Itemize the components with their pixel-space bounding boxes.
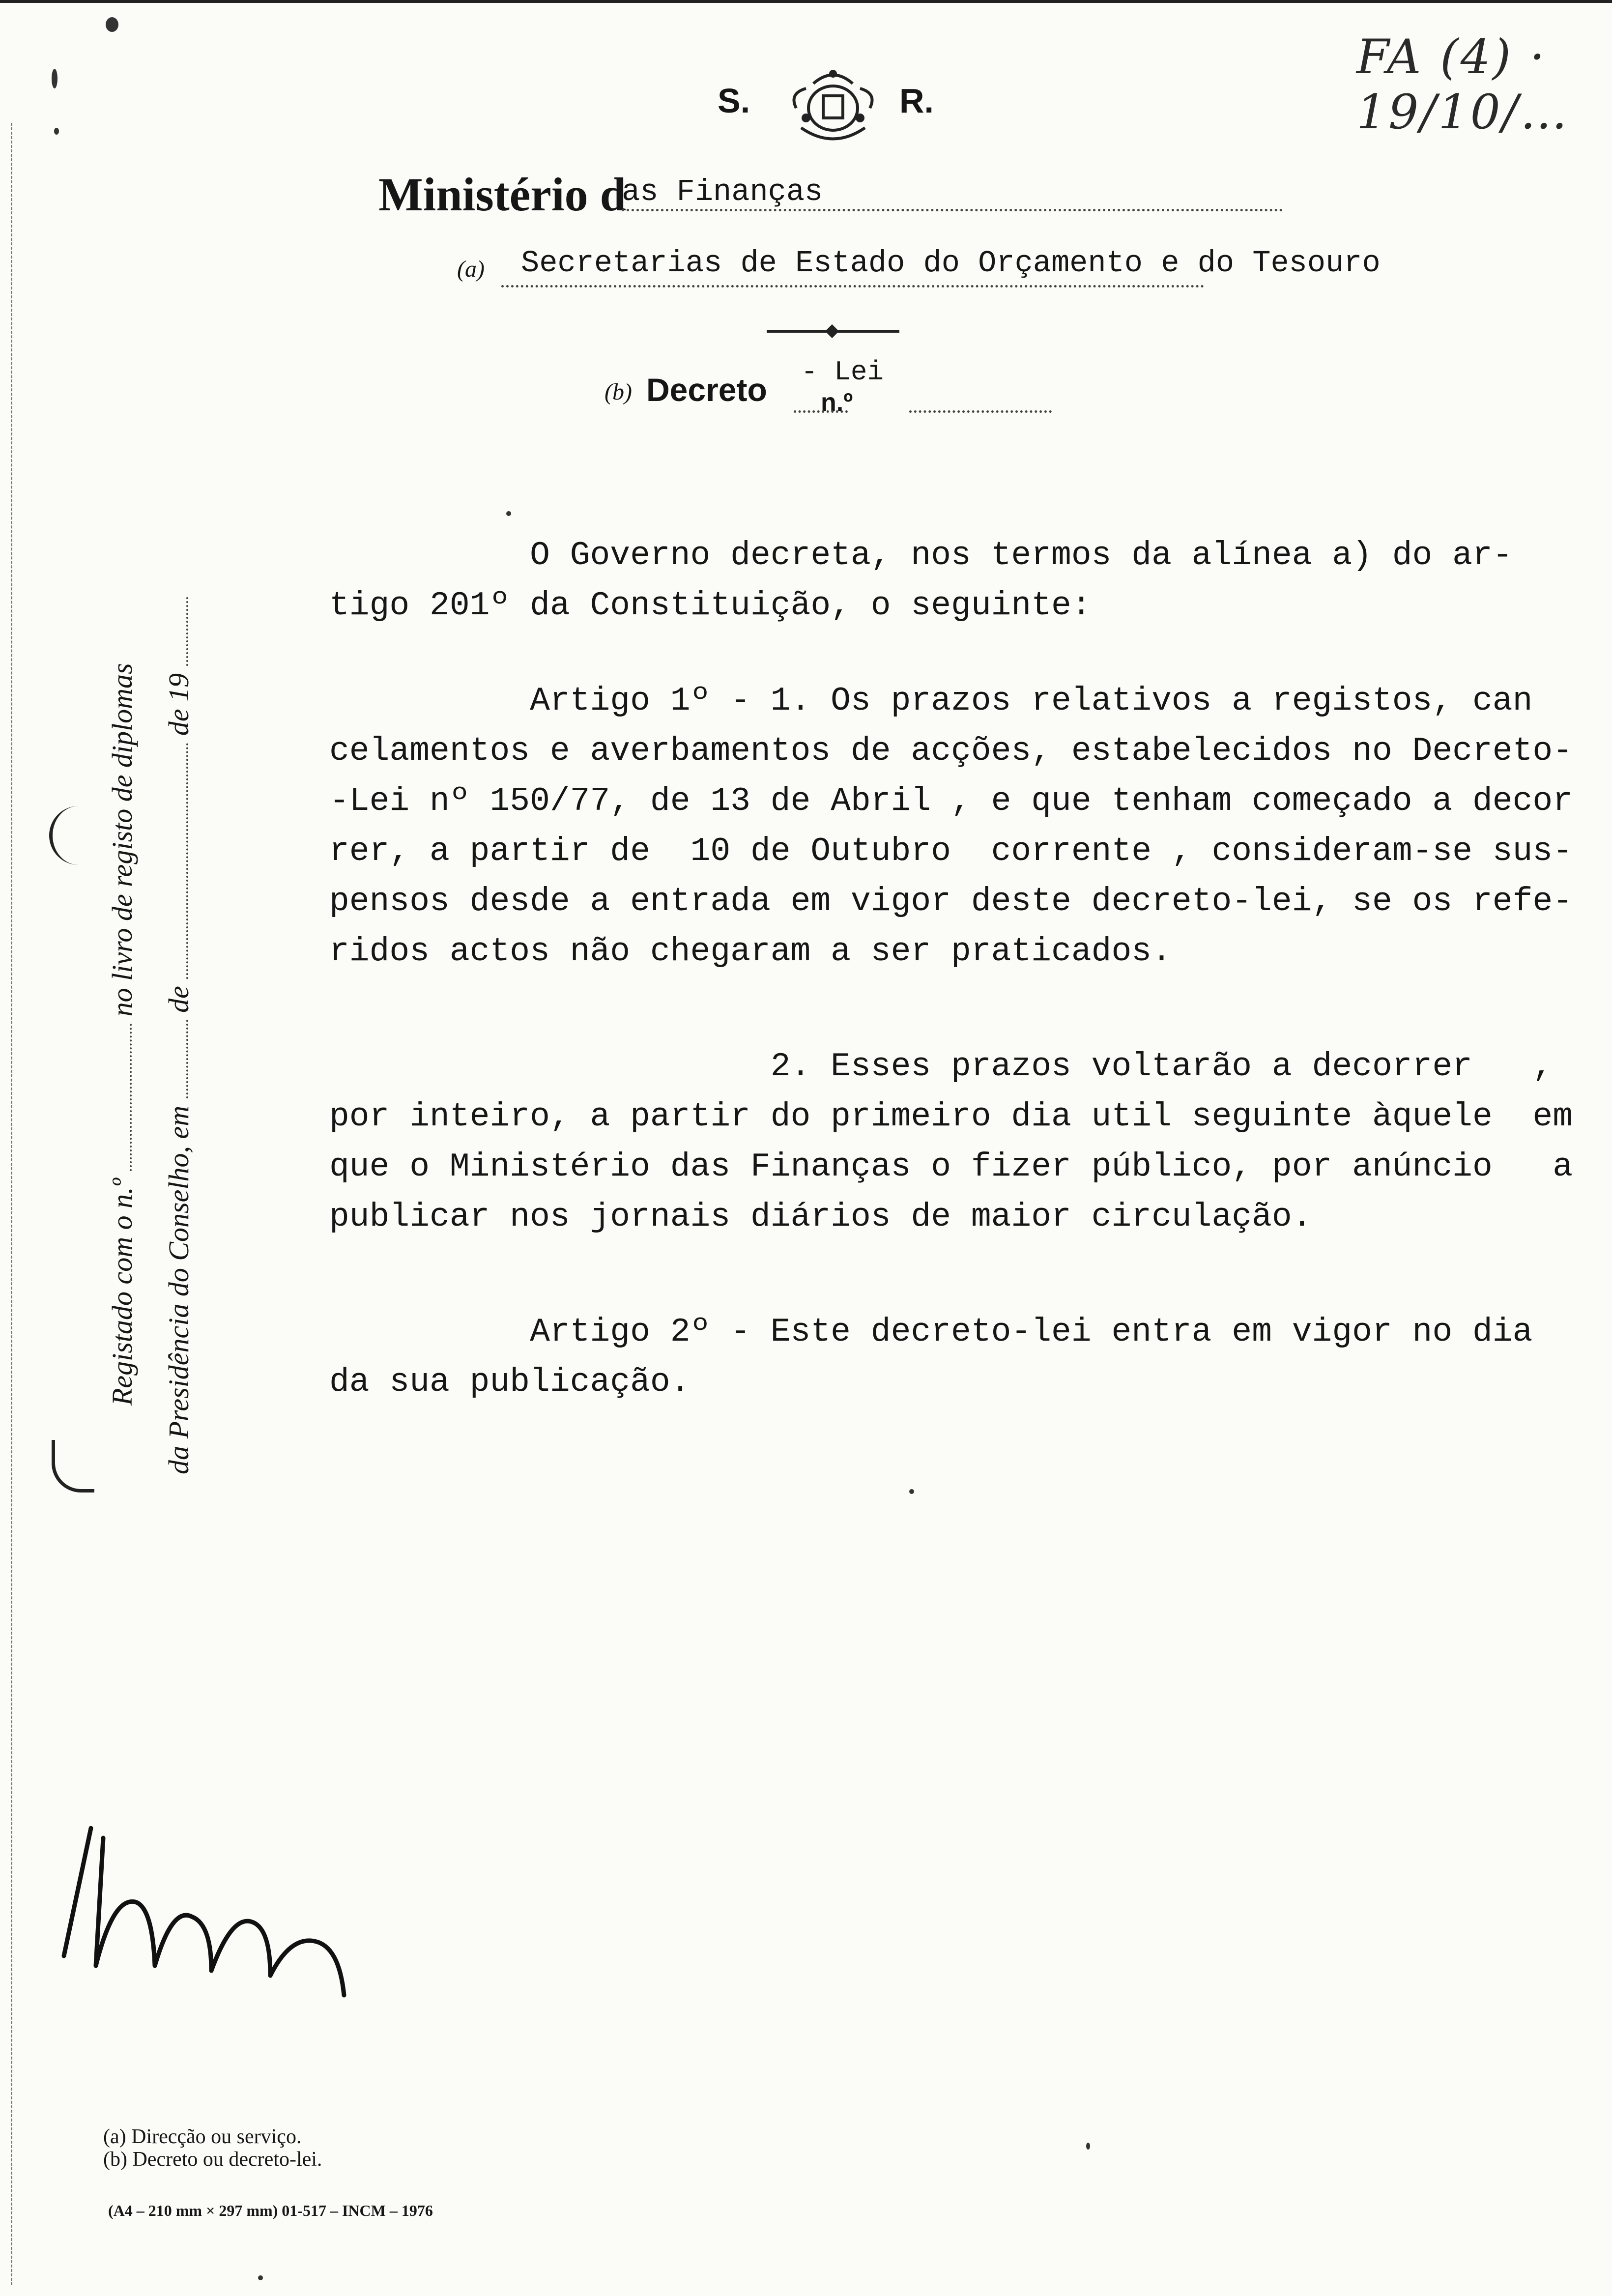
section-name-field: Secretarias de Estado do Orçamento e do Tesouro [521, 246, 1381, 281]
decree-label: Decreto [646, 372, 767, 408]
article-2-paragraph [329, 1307, 1558, 1407]
body-line: O Governo decreta, nos termos da alínea a) do ar- [329, 537, 1513, 574]
scan-speck [506, 511, 511, 516]
body-line: tigo 201º da Constituição, o seguinte: [329, 587, 1092, 625]
seal-header [688, 54, 963, 152]
preamble-paragraph [329, 531, 1558, 631]
scan-left-edge [11, 123, 12, 2285]
decree-type-field [801, 356, 884, 419]
registration-year-blank [167, 597, 188, 666]
seal-letter-s: S. [718, 82, 750, 120]
registration-number-blank [110, 1024, 132, 1171]
scan-speck [54, 128, 59, 135]
article-1-paragraph-1 [329, 676, 1573, 977]
print-code: (A4 – 210 mm × 297 mm) 01-517 – INCM – 1976 [108, 2202, 433, 2219]
footnote-b: (b) Decreto ou decreto-lei. [103, 2148, 322, 2171]
scan-top-edge [0, 0, 1612, 3]
decree-dotted-line-1 [794, 410, 848, 413]
body-line: Artigo 1º - 1. Os prazos relativos a registos, can [329, 682, 1533, 720]
body-line: por inteiro, a partir do primeiro dia util seguinte àquele em [329, 1098, 1573, 1136]
sidebar-bracket-bottom [52, 1440, 94, 1492]
registration-date-label: da Presidência do Conselho, em [163, 1105, 195, 1474]
footnotes [103, 2125, 322, 2171]
body-line: da sua publicação. [329, 1363, 691, 1401]
signature-mark [49, 1818, 354, 2035]
registration-year-label: de 19 [163, 673, 195, 736]
body-line: Artigo 2º - Este decreto-lei entra em vigor no dia [329, 1313, 1533, 1351]
scan-speck [106, 17, 118, 32]
registration-number-label: Registado com o n.º [106, 1178, 138, 1406]
body-line: celamentos e averbamentos de acções, estabelecidos no Decreto- [329, 732, 1573, 770]
decree-number-label: n.º [821, 388, 853, 417]
scan-speck [1086, 2143, 1090, 2150]
decree-dotted-line-2 [909, 410, 1052, 413]
ministry-dotted-line [622, 209, 1283, 211]
scan-speck [258, 2275, 263, 2280]
body-line: 2. Esses prazos voltarão a decorrer , [329, 1048, 1553, 1086]
article-1-paragraph-2 [329, 1042, 1573, 1242]
body-line: pensos desde a entrada em vigor deste decreto-lei, se os refe- [329, 883, 1573, 920]
decree-type-text: - Lei [801, 356, 884, 388]
footnote-a: (a) Direcção ou serviço. [103, 2125, 302, 2148]
coat-of-arms-icon [786, 64, 880, 147]
body-line: publicar nos jornais diários de maior circulação. [329, 1198, 1312, 1236]
ministry-label: Ministério d [378, 168, 626, 221]
seal-letter-r: R. [899, 82, 934, 120]
decree-marker-b: (b) [604, 379, 632, 405]
registration-month-blank [167, 743, 188, 979]
body-line: que o Ministério das Finanças o fizer público, por anúncio a [329, 1148, 1573, 1186]
decree-body [329, 531, 1573, 1407]
registration-book-label: no livro de registo de diplomas [106, 663, 138, 1017]
sidebar-bracket-top [49, 806, 92, 865]
ministry-name-field: as Finanças [622, 174, 823, 209]
body-line: ridos actos não chegaram a ser praticados. [329, 933, 1172, 971]
registration-month-label: de [163, 986, 195, 1013]
scan-speck [52, 69, 58, 88]
scan-speck [909, 1489, 914, 1494]
handwritten-reference-note: FA (4) · 19/10/… [1356, 29, 1569, 140]
registration-line-1 [106, 663, 139, 1406]
body-line: rer, a partir de 10 de Outubro corrente , consideram-se sus- [329, 832, 1573, 870]
body-line: -Lei nº 150/77, de 13 de Abril , e que tenham começado a decor [329, 782, 1573, 820]
registration-day-blank [167, 1020, 188, 1098]
section-dotted-line [501, 285, 1204, 287]
registration-line-2 [162, 597, 195, 1474]
divider-diamond-icon [825, 324, 839, 338]
section-marker-a: (a) [457, 256, 485, 282]
